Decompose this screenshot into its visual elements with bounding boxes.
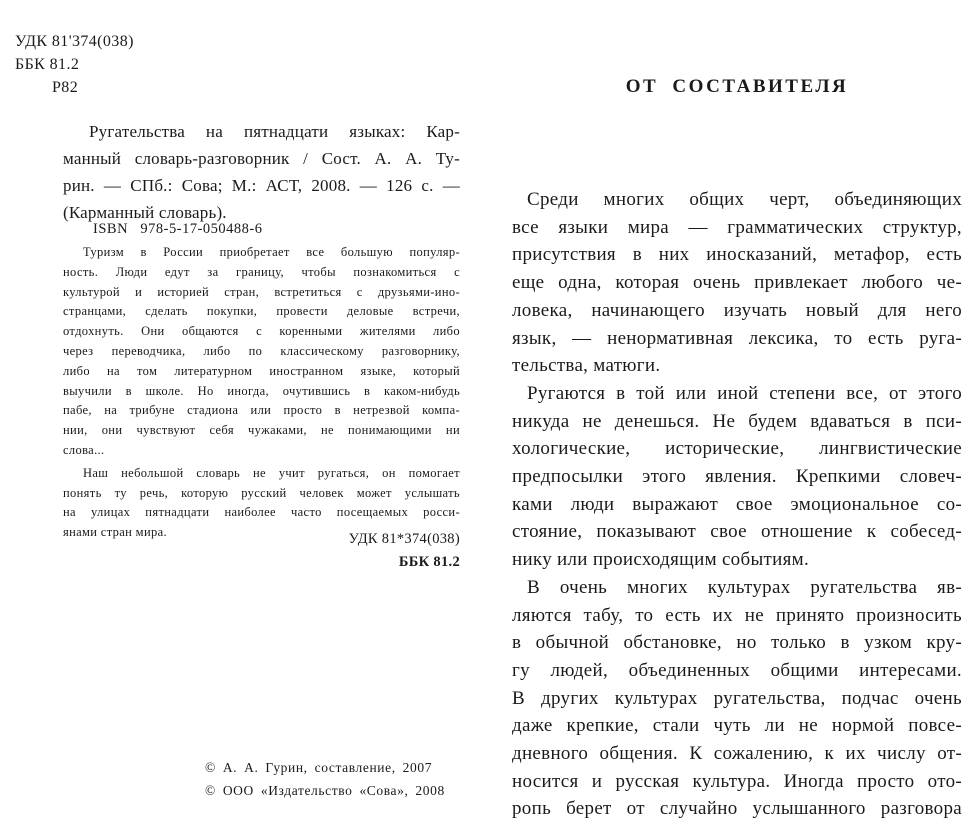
text-line: присутствия в них иносказаний, метафор, есть — [512, 244, 962, 266]
text-line: тельства, матюги. — [512, 355, 661, 377]
udk-top-line: УДК 81'374(038) — [15, 33, 134, 50]
isbn-line: ISBN 978-5-17-050488-6 — [93, 221, 263, 237]
bbk-top-line: ББК 81.2 — [15, 56, 80, 73]
text-line: В очень многих культурах ругательства яв- — [527, 576, 962, 598]
author-code-line: Р82 — [52, 79, 79, 96]
annotation-paragraph-1 — [63, 243, 460, 461]
text-line: предпосылки этого явления. Крепкими словеч- — [512, 466, 962, 488]
copyright-publisher: © ООО «Издательство «Сова», 2008 — [205, 782, 445, 798]
copyright-compiler: © А. А. Гурин, составление, 2007 — [205, 760, 433, 775]
text-line: пабе, на трибуне стадиона или просто в нетрезвой компа- — [63, 403, 460, 418]
text-line: понять ту речь, которую русский человек может услышать — [63, 485, 460, 500]
text-line: манный словарь-разговорник / Сост. А. А. Ту- — [63, 149, 460, 168]
preface-paragraph-3 — [512, 574, 962, 823]
bbk-bottom-line: ББК 81.2 — [398, 553, 460, 570]
text-line: янами стран мира. — [63, 525, 167, 540]
text-line: гу людей, объединенных общими интересами. — [512, 659, 962, 681]
copyright-block — [205, 757, 445, 802]
text-line: Наш небольшой словарь не учит ругаться, он помогает — [83, 465, 460, 480]
text-line: дневного общения. К сожалению, к их числу от- — [512, 743, 962, 765]
text-line: Туризм в России приобретает все большую популяр- — [83, 245, 460, 259]
text-line: все языки мира — грамматических структур, — [512, 216, 962, 238]
text-line: В других культурах ругательства, подчас очень — [512, 687, 962, 709]
text-line: ками люди выражают свое эмоциональное со- — [512, 493, 962, 515]
text-line: носится и русская культура. Иногда просто ото- — [512, 770, 962, 792]
bibliographic-entry — [63, 118, 460, 226]
udc-classification-block — [15, 30, 134, 99]
text-line: странцами, сделать покупки, провести деловые встречи, — [63, 304, 460, 319]
text-line: Среди многих общих черт, объединяющих — [527, 189, 962, 210]
text-line: стояние, показывают свое отношение к собесед- — [512, 521, 962, 543]
text-line: ность. Люди едут за границу, чтобы познакомиться с — [63, 264, 460, 279]
preface-paragraph-2 — [512, 380, 962, 574]
text-line: ляются табу, то есть их не принято произносить — [512, 604, 962, 626]
annotation-block — [63, 243, 460, 543]
text-line: Ругательства на пятнадцати языках: Кар- — [89, 122, 460, 141]
text-line: язык, — ненормативная лексика, то есть руга- — [512, 327, 962, 349]
text-line: нику или происходящим событиям. — [512, 549, 809, 571]
text-line: в обычной обстановке, но только в узком кру- — [512, 632, 962, 654]
text-line: ловека, начинающего изучать новый для него — [512, 299, 962, 321]
text-line: (Карманный словарь). — [63, 203, 227, 222]
preface-body — [512, 186, 962, 823]
text-line: нии, они чувствуют себя чужаками, не понимающими ни — [63, 423, 460, 438]
text-line: никуда не денешься. Не будем вдаваться в пси- — [512, 410, 962, 432]
preface-paragraph-1 — [512, 186, 962, 380]
text-line: даже крепкие, стали чуть ли не нормой повсе- — [512, 715, 962, 737]
section-heading: ОТ СОСТАВИТЕЛЯ — [625, 76, 849, 97]
text-line: на улицах пятнадцати наиболее часто посещаемых росси- — [63, 505, 460, 520]
text-line: ропь берет от случайно услышанного разговора — [512, 798, 962, 820]
udk-bottom-line: УДК 81*374(038) — [348, 531, 460, 547]
text-line: хологические, исторические, лингвистические — [512, 438, 962, 460]
text-line: отдохнуть. Они общаются с коренными жителями либо — [63, 324, 460, 339]
text-line: Ругаются в той или иной степени все, от этого — [527, 382, 962, 404]
udc-bottom-block — [63, 528, 460, 573]
text-line: рин. — СПб.: Сова; М.: АСТ, 2008. — 126 с. — — [63, 176, 460, 195]
text-line: либо на том литературном иностранном языке, который — [63, 363, 460, 378]
text-line: культурой и историей стран, встретиться с друзьями-ино- — [63, 284, 460, 299]
text-line: еще одна, которая очень привлекает любого че- — [512, 272, 962, 294]
text-line: слова... — [63, 442, 105, 457]
text-line: выучили в школе. Но иногда, очутившись в каком-нибудь — [63, 383, 460, 398]
text-line: через переводчика, либо по классическому разговорнику, — [63, 343, 460, 358]
